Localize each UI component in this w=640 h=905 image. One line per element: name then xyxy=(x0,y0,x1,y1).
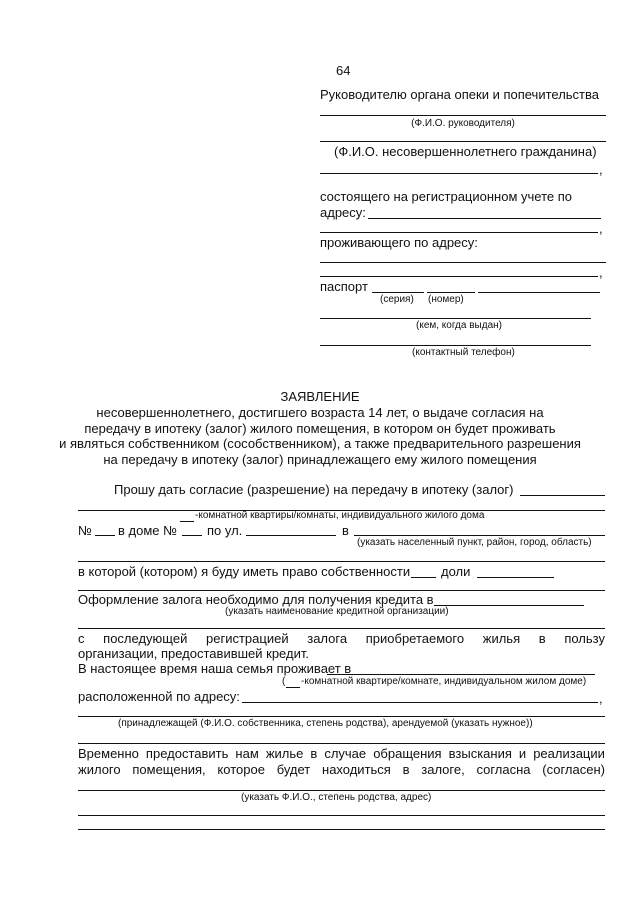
comma: , xyxy=(599,265,603,280)
relative-line[interactable] xyxy=(78,790,605,791)
title-line-3: и являться собственником (сособственником), а также предварительного разрешения xyxy=(59,436,581,451)
family-lives-text: В настоящее время наша семья проживает в xyxy=(78,661,352,676)
passport-number-field[interactable] xyxy=(427,292,475,293)
passport-extra-field[interactable] xyxy=(478,292,600,293)
ownership-text: в которой (котором) я буду иметь право собственности xyxy=(78,564,411,579)
issued-by-line[interactable] xyxy=(320,318,591,319)
document-title: ЗАЯВЛЕНИЕ xyxy=(280,389,360,404)
share-value-field[interactable] xyxy=(477,577,554,578)
room-caption-open: ( xyxy=(282,676,286,687)
locality-field[interactable] xyxy=(354,535,605,536)
relative-line-3[interactable] xyxy=(78,829,605,830)
rooms-count-field[interactable] xyxy=(180,521,194,522)
addressee: Руководителю органа опеки и попечительства xyxy=(320,87,599,102)
share-field[interactable] xyxy=(411,577,436,578)
share-label: доли xyxy=(441,564,471,579)
residing-address-line-2[interactable] xyxy=(320,276,598,277)
locality-caption: (указать населенный пункт, район, город, область) xyxy=(357,537,592,548)
street-label: по ул. xyxy=(207,523,243,538)
apartment-number-field[interactable] xyxy=(95,535,115,536)
relative-line-2[interactable] xyxy=(78,815,605,816)
room-count-field[interactable] xyxy=(286,687,300,688)
divider-line xyxy=(320,141,606,142)
minor-name-line[interactable] xyxy=(320,173,598,174)
credit-org-line-2[interactable] xyxy=(78,628,605,629)
registered-label: состоящего на регистрационном учете по xyxy=(320,189,572,204)
comma: , xyxy=(599,162,603,177)
street-field[interactable] xyxy=(246,535,336,536)
head-name-caption: (Ф.И.О. руководителя) xyxy=(411,118,515,129)
registered-address-line[interactable] xyxy=(368,218,601,219)
registered-address-line-2[interactable] xyxy=(320,232,598,233)
pledge-object-field[interactable] xyxy=(520,495,605,496)
house-number-label: в доме № xyxy=(118,523,178,538)
relative-caption: (указать Ф.И.О., степень родства, адрес) xyxy=(241,792,432,803)
subsequent-text-line-2: организации, предоставившей кредит. xyxy=(78,646,309,661)
series-caption: (серия) xyxy=(380,294,414,305)
number-caption: (номер) xyxy=(428,294,464,305)
located-at-label: расположенной по адресу: xyxy=(78,689,240,704)
room-caption: -комнатной квартире/комнате, индивидуальном жилом доме) xyxy=(301,676,587,687)
title-line-1: несовершеннолетнего, достигшего возраста 14 лет, о выдаче согласия на xyxy=(96,405,544,420)
request-text: Прошу дать согласие (разрешение) на передачу в ипотеку (залог) xyxy=(114,482,514,497)
comma: , xyxy=(599,221,603,236)
head-name-line[interactable] xyxy=(320,115,606,116)
minor-name-caption: (Ф.И.О. несовершеннолетнего гражданина) xyxy=(334,144,597,159)
residing-address-line[interactable] xyxy=(320,262,606,263)
residence-field[interactable] xyxy=(327,674,595,675)
apartment-type-caption: -комнатной квартиры/комнаты, индивидуального жилого дома xyxy=(195,510,485,521)
credit-org-field[interactable] xyxy=(434,605,584,606)
comma: , xyxy=(599,691,603,706)
page-number: 64 xyxy=(336,63,351,78)
pledge-text: Оформление залога необходимо для получения кредита в xyxy=(78,592,434,607)
owner-caption: (принадлежащей (Ф.И.О. собственника, степень родства), арендуемой (указать нужное)) xyxy=(118,718,533,729)
phone-caption: (контактный телефон) xyxy=(412,347,515,358)
issued-caption: (кем, когда выдан) xyxy=(416,320,502,331)
locality-line-2[interactable] xyxy=(78,561,605,562)
house-number-field[interactable] xyxy=(182,535,202,536)
located-address-field[interactable] xyxy=(242,702,598,703)
title-line-2: передачу в ипотеку (залог) жилого помещения, в котором он будет проживать xyxy=(84,421,556,436)
temporary-housing-text: Временно предоставить нам жилье в случае обращения взыскания и реализации xyxy=(78,746,605,761)
residing-label: проживающего по адресу: xyxy=(320,235,478,250)
phone-line[interactable] xyxy=(320,345,591,346)
address-label: адресу: xyxy=(320,205,366,220)
divider-line xyxy=(78,743,605,744)
subsequent-text: с последующей регистрацией залога приобретаемого жилья в пользу xyxy=(78,631,605,646)
temporary-housing-text-line-2: жилого помещения, которое будет находиться в залоге, согласна (согласен) xyxy=(78,762,605,777)
number-label: № xyxy=(78,523,92,538)
in-label: в xyxy=(342,523,349,538)
passport-label: паспорт xyxy=(320,279,368,294)
passport-series-field[interactable] xyxy=(372,292,424,293)
title-line-4: на передачу в ипотеку (залог) принадлежащего ему жилого помещения xyxy=(103,452,537,467)
owner-line[interactable] xyxy=(78,716,605,717)
divider-line xyxy=(78,590,605,591)
credit-org-caption: (указать наименование кредитной организации) xyxy=(225,606,449,617)
